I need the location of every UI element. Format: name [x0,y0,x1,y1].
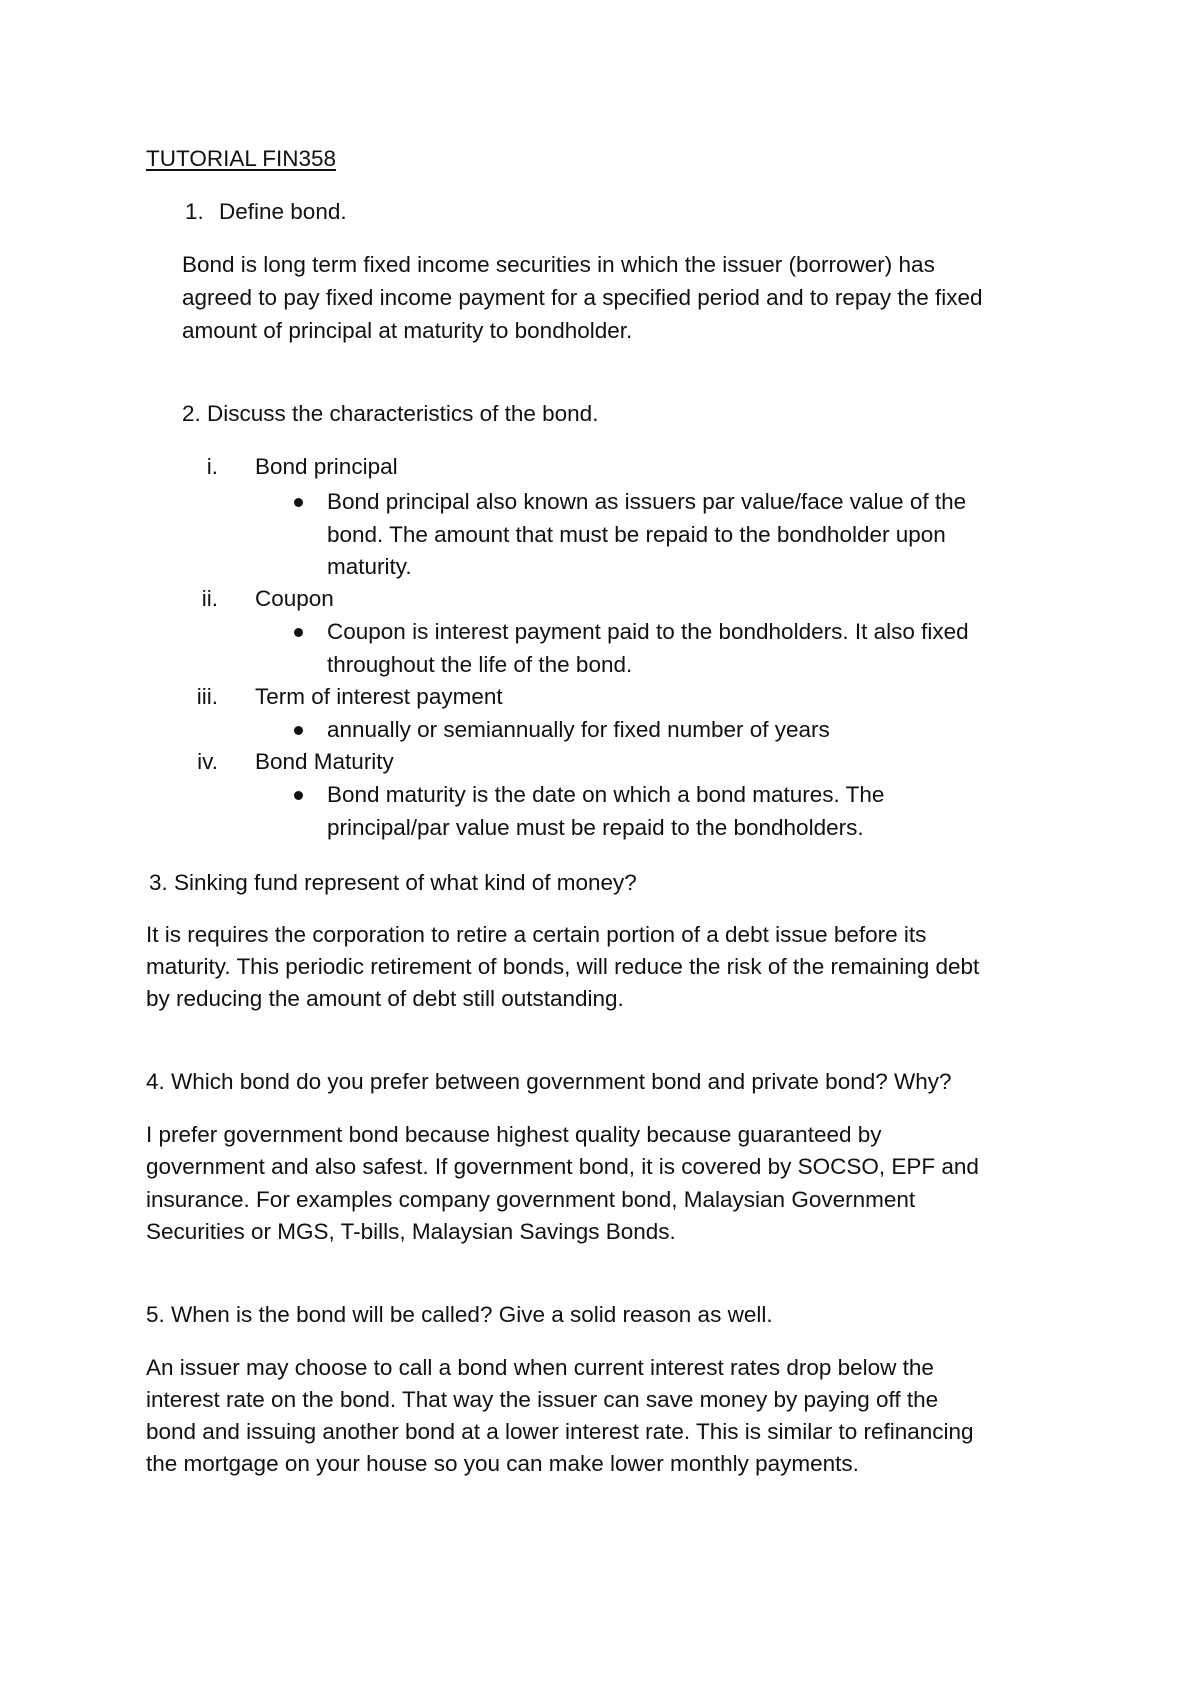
q5-answer-line: bond and issuing another bond at a lower interest rate. This is similar to refinancing [146,1419,974,1444]
q4-answer-line: Securities or MGS, T-bills, Malaysian Savings Bonds. [146,1219,676,1244]
q2-question: 2. Discuss the characteristics of the bond. [182,401,599,426]
q2-bullet-line: Coupon is interest payment paid to the bondholders. It also fixed [327,619,969,644]
q2-bullet-line: Bond principal also known as issuers par value/face value of the [327,489,967,514]
q2-item-numeral: ii. [201,586,218,611]
q4-answer-line: insurance. For examples company government bond, Malaysian Government [146,1187,916,1212]
q2-item-heading: Bond principal [255,454,398,479]
q1-answer-line: amount of principal at maturity to bondholder. [182,318,633,343]
q4-answer-line: I prefer government bond because highest quality because guaranteed by [146,1122,882,1147]
q3-question: 3. Sinking fund represent of what kind of money? [149,870,637,895]
q2-bullet-line: throughout the life of the bond. [327,652,633,677]
q5-answer-line: An issuer may choose to call a bond when current interest rates drop below the [146,1355,934,1380]
q5-answer-line: the mortgage on your house so you can make lower monthly payments. [146,1451,859,1476]
q2-item-heading: Term of interest payment [255,684,503,709]
q3-answer-line: It is requires the corporation to retire a certain portion of a debt issue before its [146,922,927,947]
q4-answer-line: government and also safest. If government bond, it is covered by SOCSO, EPF and [146,1154,979,1179]
document-title: TUTORIAL FIN358 [146,146,337,171]
q2-item-numeral: i. [206,454,218,479]
q5-answer-line: interest rate on the bond. That way the issuer can save money by paying off the [146,1387,939,1412]
q2-bullet-line: Bond maturity is the date on which a bond matures. The [327,782,885,807]
q3-answer-line: maturity. This periodic retirement of bonds, will reduce the risk of the remaining debt [146,954,980,979]
bullet-icon [294,498,303,507]
q2-bullet-line: maturity. [327,554,412,579]
q2-bullet-line: bond. The amount that must be repaid to the bondholder upon [327,522,946,547]
bullet-icon [294,628,303,637]
q2-bullet-line: principal/par value must be repaid to the bondholders. [327,815,864,840]
q1-answer-line: Bond is long term fixed income securities in which the issuer (borrower) has [182,252,935,277]
q2-item-heading: Coupon [255,586,334,611]
q1-number: 1. [185,199,204,224]
q2-item-numeral: iv. [197,749,218,774]
q2-item-numeral: iii. [196,684,218,709]
bullet-icon [294,726,303,735]
q2-bullet-line: annually or semiannually for fixed number of years [327,717,830,742]
q1-question: Define bond. [219,199,347,224]
q5-question: 5. When is the bond will be called? Give a solid reason as well. [146,1302,773,1327]
q2-item-heading: Bond Maturity [255,749,394,774]
bullet-icon [294,791,303,800]
q4-question: 4. Which bond do you prefer between government bond and private bond? Why? [146,1069,952,1094]
q1-answer-line: agreed to pay fixed income payment for a specified period and to repay the fixed [182,285,983,310]
q3-answer-line: by reducing the amount of debt still outstanding. [146,986,624,1011]
